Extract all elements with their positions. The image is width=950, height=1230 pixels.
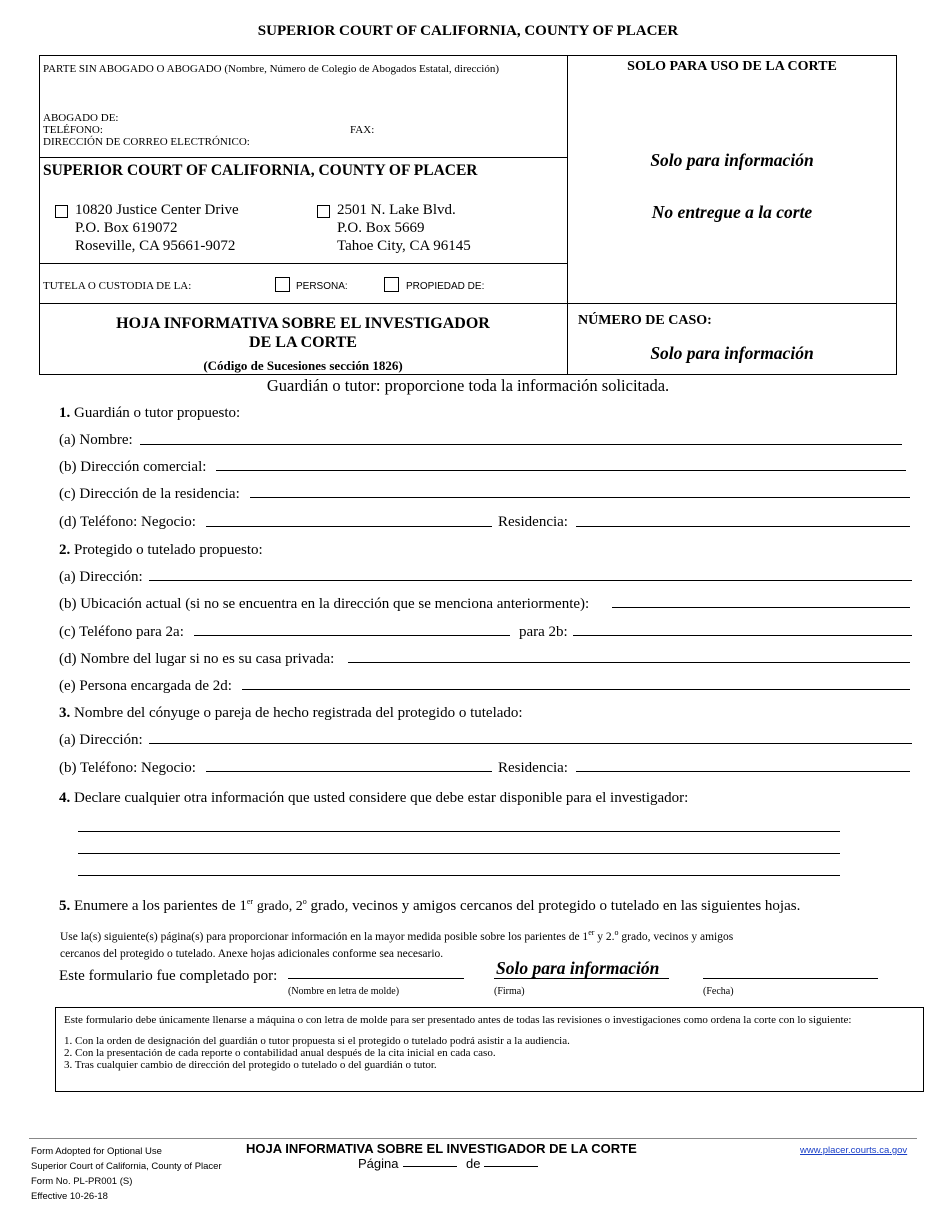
page-total-field[interactable] [484,1166,538,1167]
printed-name-field[interactable] [288,978,464,979]
court-name: SUPERIOR COURT OF CALIFORNIA, COUNTY OF PLACER [43,162,478,179]
rule [39,157,567,158]
spouse-business-phone-field[interactable] [206,771,492,772]
superscript: o [614,928,619,937]
code-reference: (Código de Sucesiones sección 1826) [203,358,403,373]
footer-line: Superior Court of California, County of Placer [31,1161,222,1172]
guardian-business-phone-field[interactable] [206,526,492,527]
spouse-residence-phone-field[interactable] [576,771,910,772]
ward-location-field[interactable] [612,607,910,608]
checkbox-icon [317,205,330,218]
form-title [39,314,567,352]
section1-heading [59,405,240,422]
roseville-address [75,201,239,255]
party-label: PARTE SIN ABOGADO O ABOGADO (Nombre, Número de Colegio de Abogados Estatal, dirección) [43,63,499,75]
ward-place-name-label: (d) Nombre del lugar si no es su casa privada: [59,651,335,667]
guardian-business-address-field[interactable] [216,470,906,471]
attorney-for-label: ABOGADO DE: [43,112,119,124]
ward-address-field[interactable] [149,580,912,581]
guardian-name-field[interactable] [140,444,902,445]
page-label: Página [358,1156,399,1171]
section-title: Nombre del cónyuge o pareja de hecho registrada del protegido o tutelado: [74,705,523,721]
page-title: SUPERIOR COURT OF CALIFORNIA, COUNTY OF PLACER [257,23,679,39]
person-label: PERSONA: [296,281,348,292]
section-title: Declare cualquier otra información que usted considere que debe estar disponible para el investigador: [74,790,689,806]
email-label: DIRECCIÓN DE CORREO ELECTRÓNICO: [43,136,250,148]
form-title-line: HOJA INFORMATIVA SOBRE EL INVESTIGADOR [116,315,490,332]
ward-place-name-field[interactable] [348,662,910,663]
checkbox-icon [384,277,399,292]
case-number-label: NÚMERO DE CASO: [578,313,712,328]
spouse-residence-phone-label: Residencia: [498,760,568,776]
note-line [60,924,733,946]
superscript: er [246,897,254,906]
note-text: Use la(s) siguiente(s) página(s) para proporcionar información en la mayor medida posible sobre los parientes de 1 [60,930,589,943]
superscript: o [302,897,307,906]
printed-name-caption: (Nombre en letra de molde) [288,986,400,997]
superscript: er [588,928,595,937]
section-title: Guardián o tutor propuesto: [74,405,241,421]
guardian-residence-phone-field[interactable] [576,526,910,527]
section5-note [60,924,733,963]
footer-line: Form Adopted for Optional Use [31,1146,162,1157]
signature-caption: (Firma) [494,986,525,997]
notice-item: 1. Con la orden de designación del guardián o tutor propuesta si el protegido o tutelado podrá asistir a la audiencia. [64,1035,570,1047]
form-title-line: DE LA CORTE [249,334,357,351]
notice-intro: Este formulario debe únicamente llenarse a máquina o con letra de molde para ser presentado antes de todas las revisiones o investigaciones como ordena la corte con lo siguiente: [64,1014,852,1026]
signature-field[interactable] [494,978,669,979]
section3-heading [59,705,523,722]
guardian-business-address-label: (b) Dirección comercial: [59,459,207,475]
guardian-business-phone-label: (d) Teléfono: Negocio: [59,514,196,530]
section-title: Protegido o tutelado propuesto: [74,542,263,558]
notice-item: 2. Con la presentación de cada reporte o contabilidad anual después de la cita inicial en cada caso. [64,1047,496,1059]
spouse-address-field[interactable] [149,743,912,744]
section-text: Enumere a los parientes de 1 [74,898,247,914]
completed-by-label: Este formulario fue completado por: [59,968,278,984]
date-caption: (Fecha) [703,986,734,997]
address-line: Roseville, CA 95661-9072 [75,238,236,254]
other-info-line-2[interactable] [78,853,840,854]
section5-heading [59,897,800,915]
instructions: Guardián o tutor: proporcione toda la información solicitada. [266,376,670,395]
info-only-stamp: Solo para información [650,150,814,170]
checkbox-icon [55,205,68,218]
section2-heading [59,542,263,559]
estate-checkbox[interactable] [384,277,399,295]
note-text: grado, vecinos y amigos [621,930,734,943]
other-info-line-3[interactable] [78,875,840,876]
notice-item: 3. Tras cualquier cambio de dirección del protegido o tutelado o del guardián o tutor. [64,1059,437,1071]
section4-heading [59,790,688,807]
note-line: cercanos del protegido o tutelado. Anexe hojas adicionales conforme sea necesario. [60,947,444,960]
section-number: 2. [59,542,71,558]
court-use-title: SOLO PARA USO DE LA CORTE [627,59,837,74]
address-line: P.O. Box 619072 [75,220,178,236]
guardian-name-label: (a) Nombre: [59,432,133,448]
section-number: 4. [59,790,71,806]
section-text: grado, vecinos y amigos cercanos del protegido o tutelado en las siguientes hojas. [310,898,801,914]
fax-label: FAX: [350,124,375,136]
guardian-residence-address-field[interactable] [250,497,910,498]
court-website-link[interactable]: www.placer.courts.ca.gov [800,1145,908,1156]
ward-phone-2a-field[interactable] [194,635,510,636]
spouse-business-phone-label: (b) Teléfono: Negocio: [59,760,196,776]
note-text: y 2. [597,930,615,943]
section-number: 3. [59,705,71,721]
guardianship-label: TUTELA O CUSTODIA DE LA: [43,280,192,292]
ward-phone-2a-label: (c) Teléfono para 2a: [59,624,184,640]
address-line: 2501 N. Lake Blvd. [337,202,456,218]
ward-phone-2b-field[interactable] [573,635,912,636]
page-of-label: de [466,1156,481,1171]
page-number-field[interactable] [403,1166,457,1167]
ward-person-in-charge-field[interactable] [242,689,910,690]
do-not-file-stamp: No entregue a la corte [651,202,813,222]
ward-phone-2b-label: para 2b: [519,624,568,640]
footer-form-info [31,1144,222,1204]
section-number: 5. [59,898,71,914]
notice-box [55,1007,924,1092]
tahoe-checkbox[interactable] [317,203,330,221]
date-field[interactable] [703,978,878,979]
spouse-address-label: (a) Dirección: [59,732,143,748]
address-line: 10820 Justice Center Drive [75,202,239,218]
rule [39,303,897,304]
section-number: 1. [59,405,71,421]
ward-address-label: (a) Dirección: [59,569,143,585]
roseville-checkbox[interactable] [55,203,68,221]
footer-title: HOJA INFORMATIVA SOBRE EL INVESTIGADOR DE LA CORTE [246,1141,637,1156]
signature-info-stamp: Solo para información [496,958,660,978]
rule [39,263,567,264]
ward-location-label: (b) Ubicación actual (si no se encuentra en la dirección que se menciona anteriormente): [59,596,590,612]
footer-rule [29,1138,917,1139]
case-number-info: Solo para información [650,343,814,363]
checkbox-icon [275,277,290,292]
estate-label: PROPIEDAD DE: [406,281,485,292]
section-text: grado, 2 [256,899,303,914]
address-line: P.O. Box 5669 [337,220,425,236]
other-info-line-1[interactable] [78,831,840,832]
person-checkbox[interactable] [275,277,290,295]
guardian-residence-phone-label: Residencia: [498,514,568,530]
footer-line: Effective 10-26-18 [31,1191,108,1202]
footer-line: Form No. PL-PR001 (S) [31,1176,133,1187]
address-line: Tahoe City, CA 96145 [337,238,471,254]
guardian-residence-address-label: (c) Dirección de la residencia: [59,486,240,502]
tahoe-address [337,201,471,255]
footer-page [358,1156,398,1171]
phone-label: TELÉFONO: [43,124,103,136]
ward-person-in-charge-label: (e) Persona encargada de 2d: [59,678,232,694]
